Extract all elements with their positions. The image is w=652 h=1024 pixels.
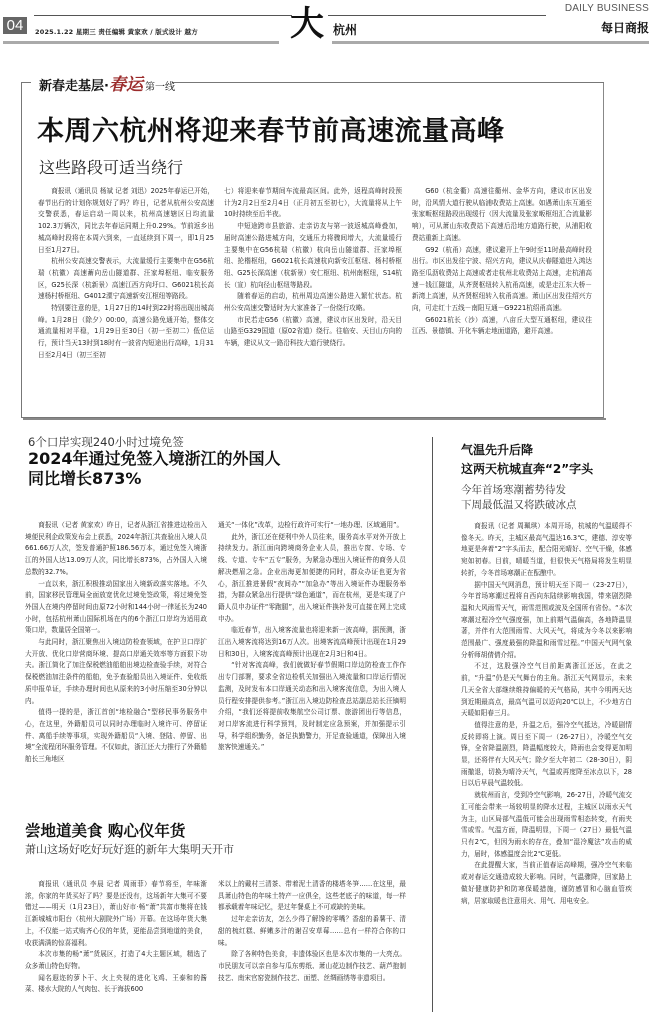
section-city: 杭州	[333, 23, 358, 37]
divider	[332, 41, 649, 44]
paragraph: 一直以来，浙江积极推动国家出入境新政落实落地。不久前，国家移民管理局全面放宽优化过境免签政策，将过境免签外国人在境内停留时间由原72小时和144小时一律延长为240小时，包括杭州萧山国际机场在内的6个浙江口岸均为适用政策口岸，数量居全国第一。	[25, 579, 207, 635]
section-logo: 大	[290, 4, 324, 44]
paragraph: 商报讯（记者 黄家欢）昨日，记者从浙江省推进边检出入境便民利企政策发布会上获悉，2024年浙江共查验出入境人员661.66万人次，签发普通护照186.56万本，通过免签入境浙江的外国人达13.09万人次，同比增长873%，占外国人入境总数的32.7%。	[25, 521, 207, 576]
divider	[432, 437, 433, 1012]
paragraph: 临近春节，出入境客流量也将迎来新一波高峰，据预测，浙江出入境客流将达到16万人次。出境客流高峰预计出现在1月29日和30日，入境客流高峰预计出现在2月3日和4日。	[218, 626, 406, 658]
headline-line: 2024年通过免签入境浙江的外国人	[28, 449, 281, 468]
article-column	[38, 186, 214, 362]
column-kicker	[39, 70, 175, 95]
kicker-prefix: 新春走基层·	[39, 79, 109, 94]
paragraph: 七）将迎来春节期间车流最高区间。此外，返程高峰时段预计为2月2日至2月4日（正月初五至初七），大流量将从上午10时持续至后半夜。	[224, 187, 402, 219]
article-column	[218, 520, 406, 754]
article-column	[25, 879, 207, 996]
article-kicker: 6个口岸实现240小时过境免签	[28, 435, 184, 449]
kicker-highlight: 春运	[108, 75, 143, 95]
paragraph: 过年走亲访友，怎么少得了解馋的零嘴？香甜的番薯干、清甜的梳红糕、鲜嫩多汁的谢召安草莓……总有一样符合你的口味。	[218, 915, 406, 947]
brand-chinese: 每日商报	[600, 21, 649, 35]
article-column	[412, 186, 592, 338]
paragraph: 中短途跨市县旅游、走亲访友与第一波返城高峰叠加，届时高速公路进城方向，交通压力将骤间增大，大流量缓行主要集中在G56杭瑞（杭徽）杭向岳山隧道群、汪家埠枢纽、抡楷枢纽，G6021杭长高速杭向新安江枢纽、杨村桥枢纽、G25长深高速（杭新景）安仁枢纽、杭州南枢纽，S14杭长（宣）杭向径山枢纽等路段。	[224, 222, 402, 289]
subheadline-main: 这些路段可适当绕行	[39, 158, 184, 177]
subheadline-line: 今年首场寒潮蓄势待发	[461, 484, 566, 496]
paragraph: 特别要注意的是，1月27日的14时到22时将出现出城高峰。1月28日（除夕）00:00，高速公路免通开始，整体交通流量相对平稳，1月29日至30日（初一至初二）低位运行，预计当天13时到18时有一波省内短途出行高峰，1月31日至2月4日（初三至初	[38, 304, 214, 359]
divider	[23, 418, 606, 420]
paragraph: 值得一提的是，浙江首创“地检融合”型移民事务服务中心，在这里，外籍船员可以同时办理临时入境许可、停留证件、离船手续等事项，实现外籍船员“入境、登陆、停留、出境”全流程闭环服务管理。不仅如此，浙江还大力推行了外籍船舶长三角地区	[25, 708, 207, 764]
headline-line: 这两天杭城直奔“2”字头	[461, 462, 594, 476]
headline-visa	[28, 449, 408, 489]
paragraph: 除了各种特色美食，非遗体验区也是本次市集的一大亮点。市民朋友可以亲自参与瓜东剪纸、萧山花边制作技艺、葫芦抱制技艺、南宋官窑瓷制作技艺、面塑、丝绸画绣等非遗项目。	[218, 950, 406, 982]
divider	[328, 15, 546, 16]
divider	[34, 15, 292, 16]
paragraph: 与此同时，浙江聚焦出入境边防检查领域，在护卫口岸扩大开放、优化口岸营商环境、提高口岸通关效率等方面狠下功夫。浙江简化了加注保税燃油船舶出境边检查验手续，对符合保税燃油加注条件的船舶，免予查验船员出入境证件、免收纸质申报单证，手续办理时间也从原来的3小时压缩至30分钟以内。	[25, 638, 207, 705]
article-column	[224, 186, 402, 350]
paragraph: 商报讯（通讯员 李晨 记者 周雨菲）春节将至，年味渐浓，你家的年货买好了吗？要是还没有，这场新年大集可不要错过——明天（1月23日），萧山好市·畅“萧”共富市集将在钱江新城城市阳台（杭州大剧院外广场）开幕。在这场年货大集上，不仅能一站式购齐心仪的年货，更能品尝到地道的美食，收获满满的惊喜福利。	[25, 880, 207, 947]
paragraph: 随着春运的启动，杭州周边高速公路进入繁忙状态。杭州公安高速交警适时为大家准备了一份绕行攻略。	[224, 292, 402, 313]
paragraph: G92（杭甬）高速，建议避开上午9时至11时最高峰时段出行。市区出发往宁波、绍兴方向，建议从庆春隧道进入鸿达路至瓜沥收费站上高速或者走杭州北收费站上高速，走杭浦高速－钱江隧道，从齐贤枢纽转入杭甬高速，或是走江东大桥－新湾上高速，从齐贤枢纽转入杭甬高速。萧山区出发往绍兴方向，可走红十五线－南阳互通－G9221杭绍甬高速。	[412, 245, 592, 313]
headline-market: 尝地道美食 购心仪年货	[25, 822, 186, 840]
paragraph: 米以上的戴村三清茶、带着泥土清香的楼塔冬笋……在这里，最具萧山特色的年味土特产一应俱全，这些老底子的味道，每一样都承载着年味记忆，是过年餐桌上不可或缺的美味。	[218, 880, 406, 912]
paragraph: 商报讯（通讯员 杨斌 记者 刘迅）2025年春运已开始，春节出行的计划你规划好了吗？昨日，记者从杭州公安高速交警获悉，春运启动一周以来，杭州高速辖区日均流量102.3万辆次，同比去年春运同期上升0.29%。节前返乡出城高峰时段将在本周六到来，一直延续到下周一，即1月25日至1月27日。	[38, 187, 214, 254]
paragraph: 商报讯（记者 周珮琪）本周开场，杭城的气温暖得不像冬天。昨天，主城区最高气温达16.3℃，建德、淳安等地更是奔着“2”字头而去，配合阳光晴好、空气干燥，体感宛如初春。目前，晴暖当道，但很快天气格局将发生明显转折，今冬首场寒潮正在酝酿中。	[461, 522, 632, 577]
masthead	[0, 0, 652, 46]
kicker-suffix: 第一线	[144, 82, 175, 93]
paragraph: “针对客流高峰，我们就做好春节假期口岸边防检查工作作出专门部署，要求全省边检机关加强出入境流量和口岸运行情况监测，及时发布本口岸通关动态和出入境客流信息，为出入境人员行程安排提供参考。”浙江出入境边防检查总站副总站长汪镝明介绍，“我们还将提前收集航空公司订票、旅游团出行等信息，对口岸客流进行科学预判，及时制定应急预案，并加强提示引导，科学组织勤务，备足执勤警力，开足查验通道，保障出入境旅客快速通关。”	[218, 661, 406, 752]
paragraph: 闻名遐迩的萝卜干、火上央视的进化飞鸡、王泰和的酱菜、楼水大院的人气肉包、长于海拔600	[25, 973, 207, 994]
brand-english: DAILY BUSINESS	[564, 3, 649, 14]
divider	[3, 41, 279, 44]
subheadline-market: 萧山这场好吃好玩好逛的新年大集明天开市	[25, 843, 234, 856]
paragraph: 市民若走G56（杭徽）高速，建议市区出发时，沿天目山路至G329国道（原02省道）绕行。往临安、天目山方向的车辆，建议从文一路沿科技大道行驶绕行。	[224, 315, 402, 348]
page-number: 04	[3, 17, 27, 34]
divider	[21, 82, 31, 83]
headline-line: 气温先升后降	[461, 443, 534, 457]
paragraph: 杭州公安高速交警表示，大流量缓行主要集中在G56杭瑞（杭徽）高速蓄向岳山隧道群、汪家埠枢纽、临安服务区，G25长深（杭新景）高速江西方向圩口、G6021杭长高速杨村桥枢纽、G4012溧宁高速新安江枢纽等路段。	[38, 257, 214, 301]
paragraph: G60（杭金衢）高速往衢州、金华方向，建议市区出发时，沿风情大道行驶从临浦收费站上高速。如遇萧山东互通至张家畈枢纽路段出现缓行（因大流量及张家畈枢纽汇合流量影响），可从萧山东收费站下高速后沿地方道路行驶，从浦阳收费站重新上高速。	[412, 187, 592, 242]
paragraph: G6021杭长（沙）高速，八亩丘大型互通枢纽，建议往江西、景德镇、开化车辆走地面道路，避开高速。	[412, 315, 592, 336]
subheadline-line: 下周最低温又将跌破冰点	[461, 499, 577, 511]
article-column	[25, 520, 207, 766]
headline-main: 本周六杭州将迎来春节前高速流量高峰	[37, 116, 505, 147]
paragraph: 不过，这股强冷空气目前距离浙江还远，在此之前，“升温”仍是天气舞台的主角。浙江天气网显示，未来几天全省大部继续维持偏暖的天气格局，其中今明两天达到近期最高点，最高气温可以迈向20℃以上，不少地方白天暖如阳春三月。	[461, 662, 632, 718]
paragraph: 就杭州而言，受到冷空气影响，26-27日，冷暖气流交汇可能会带来一场较明显的降水过程，主城区以雨水天气为主，山区局部气温低可能会出现雨雪相态转变，有雨夹雪或雪。气温方面，降温明显，下周一（27日）最低气温只有2℃，但因为雨水的存在，叠加“湿冷魔法”攻击的威力，届时，体感温度会比2℃更低。	[461, 791, 632, 858]
paragraph: 据中国天气网消息，预计明天至下周一（23-27日），今年首场寒潮过程将自西向东陆续影响我国，带来剧烈降温和大风雨雪天气，雨雪范围或波及全国所有省份。“本次寒潮过程冷空气强度强，加上前期气温偏高，各地降温显著，并伴有大范围雨雪、大风天气，将成为今冬以来影响范围最广、强度最强的降温和雨雪过程。”中国天气网气象分析师胡倩倩介绍。	[461, 580, 632, 659]
headline-line: 同比增长873%	[28, 469, 142, 488]
subheadline-weather	[461, 483, 577, 513]
paragraph: 值得注意的是，升温之后，强冷空气抵达，冷暖剧情反转即将上演。周日至下周一（26-27日），冷暖空气交锋，全省降温剧烈，降温幅度较大，降雨也会变得更加明显，还将伴有大风天气；除夕至大年初二（28-30日），阴雨撤退，切换为晴冷天气，气温或再度降至冰点以下，28日以后早晨气温较低。	[461, 720, 632, 788]
paragraph: 此外，浙江还在便利中外人员往来，服务高水平对外开放上持续发力。浙江面向跨境商务企业人员，推出专窗、专场、专线、专道、专车“五专”服务，为紧急办理出入境证件的商务人员解决燃眉之急。企业出海更加便捷的同时，群众办证也更为省心，浙江推进暑假“夜间办”“加急办”等出入境证件办理服务举措，为群众紧急出行提供“绿色通道”，而在杭州，更是实现了户籍人员申办证件“零跑腿”，出入境证件换补发可直接在网上完成申办。	[218, 532, 406, 623]
divider	[172, 82, 604, 83]
article-column	[461, 521, 632, 907]
paragraph: 通关“一体化”改革，边检行政许可实行“一地办理、区域通用”。	[218, 521, 404, 529]
headline-weather	[461, 441, 593, 479]
paragraph: 本次市集的畅“萧”货展区，打造了4大主题区域，精选了众多萧山特色好物。	[25, 950, 207, 970]
article-column	[218, 879, 406, 984]
paragraph: 在此提醒大家，当前正值春运高峰期，强冷空气来临或对春运交通造成较大影响。同时，气温骤降，回家路上做好健康防护和防寒保暖措施，谨防感冒和心脑血管疾病，居家取暖也注意用火、用气、用电安全。	[461, 861, 632, 905]
issue-line: 2025.1.22 星期三 责任编辑 黄家欢 / 版式设计 越方	[35, 28, 198, 36]
